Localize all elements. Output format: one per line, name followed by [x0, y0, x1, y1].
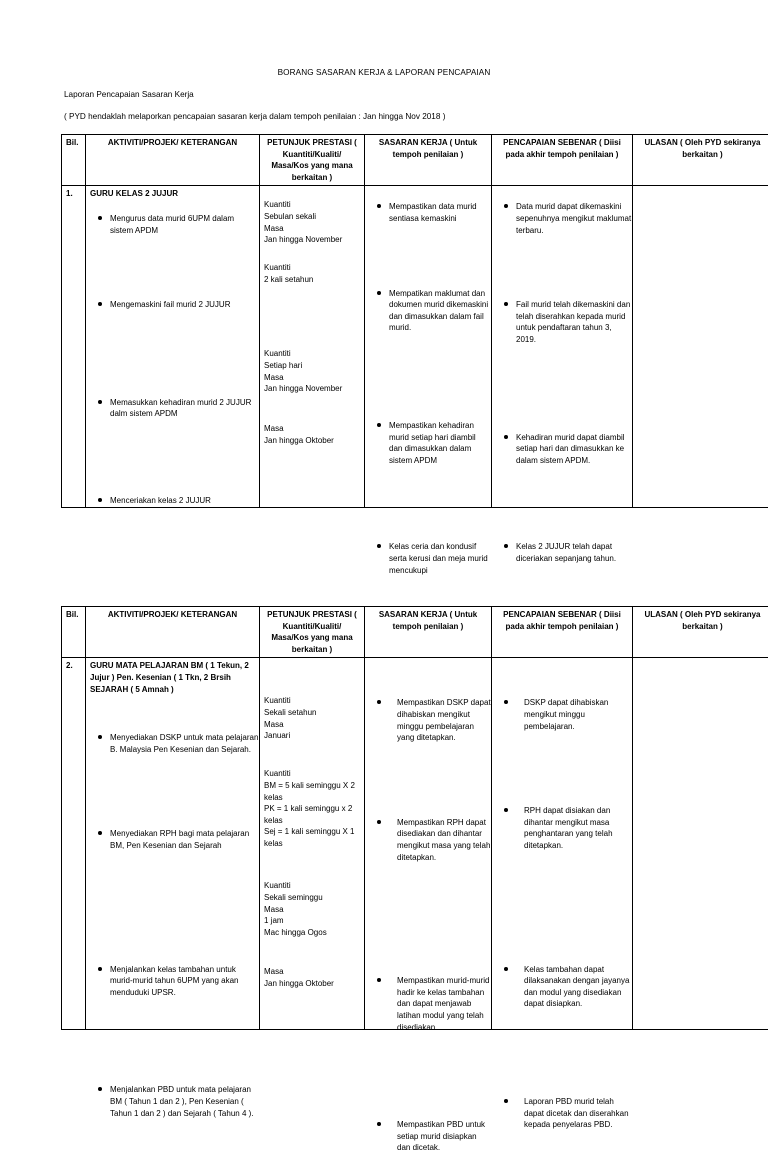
col-header-bil: Bil. — [62, 607, 86, 658]
petunjuk-line: Jan hingga Oktober — [264, 435, 361, 447]
petunjuk-item — [264, 880, 361, 938]
petunjuk-line: Masa — [264, 372, 361, 384]
petunjuk-line: Setiap hari — [264, 360, 361, 372]
petunjuk-cell — [260, 186, 365, 508]
sasaran-item: Mempastikan murid-murid hadir ke kelas tambahan dan dapat menjawab latihan modul yang telah disediakan. — [373, 975, 491, 1033]
petunjuk-line: PK = 1 kali seminggu x 2 kelas — [264, 803, 361, 826]
petunjuk-line: Kuantiti — [264, 768, 361, 780]
pencapaian-item: Kehadiran murid dapat diambil setiap hari dan dimasukkan ke dalam sistem APDM. — [500, 432, 632, 467]
bil-value: 1. — [66, 189, 73, 198]
petunjuk-item — [264, 695, 361, 741]
col-header-aktiviti: AKTIVITI/PROJEK/ KETERANGAN — [86, 607, 260, 658]
pencapaian-item: Fail murid telah dikemaskini dan telah diserahkan kepada murid untuk pendaftaran tahun 3, 2019. — [500, 299, 632, 345]
row-number — [62, 658, 86, 1030]
col-header-pencapaian: PENCAPAIAN SEBENAR ( Diisi pada akhir tempoh penilaian ) — [492, 607, 633, 658]
pencapaian-item: RPH dapat disiakan dan dihantar mengikut masa penghantaran yang telah ditetapkan. — [500, 805, 632, 851]
pencapaian-cell — [492, 658, 633, 1030]
sasaran-item: Mempastikan DSKP dapat dihabiskan mengikut minggu pembelajaran yang ditetapkan. — [373, 697, 491, 743]
table-header-row — [62, 607, 768, 658]
section-heading: GURU KELAS 2 JUJUR — [90, 188, 255, 200]
petunjuk-line: Kuantiti — [264, 199, 361, 211]
col-header-petunjuk: PETUNJUK PRESTASI ( Kuantiti/Kualiti/ Masa/Kos yang mana berkaitan ) — [260, 607, 365, 658]
petunjuk-line: Masa — [264, 719, 361, 731]
petunjuk-item — [264, 966, 361, 989]
petunjuk-line: Sej = 1 kali seminggu X 1 kelas — [264, 826, 361, 849]
petunjuk-line: Kuantiti — [264, 348, 361, 360]
table-section-2 — [61, 606, 768, 1030]
petunjuk-line: Masa — [264, 223, 361, 235]
petunjuk-line: 1 jam — [264, 915, 361, 927]
col-header-ulasan: ULASAN ( Oleh PYD sekiranya berkaitan ) — [633, 135, 768, 186]
aktiviti-item: Memasukkan kehadiran murid 2 JUJUR dalm sistem APDM — [94, 397, 259, 420]
form-title: BORANG SASARAN KERJA & LAPORAN PENCAPAIAN — [0, 67, 768, 79]
table-header-row — [62, 135, 768, 186]
sasaran-item: Mempastikan data murid sentiasa kemaskini — [373, 201, 491, 224]
petunjuk-line: Masa — [264, 423, 361, 435]
aktiviti-item: Menceriakan kelas 2 JUJUR — [94, 495, 259, 507]
aktiviti-item: Mengemaskini fail murid 2 JUJUR — [94, 299, 259, 311]
petunjuk-line: 2 kali setahun — [264, 274, 361, 286]
aktiviti-cell — [86, 186, 260, 508]
ulasan-cell — [633, 186, 768, 508]
col-header-ulasan: ULASAN ( Oleh PYD sekiranya berkaitan ) — [633, 607, 768, 658]
bil-value: 2. — [66, 661, 73, 670]
pencapaian-item: Laporan PBD murid telah dapat dicetak dan diserahkan kepada penyelaras PBD. — [500, 1096, 632, 1131]
aktiviti-item: Menjalankan PBD untuk mata pelajaran BM ( Tahun 1 dan 2 ), Pen Kesenian ( Tahun 1 dan 2 ) dan Sejarah ( Tahun 4 ). — [94, 1084, 259, 1119]
aktiviti-cell — [86, 658, 260, 1030]
petunjuk-item — [264, 348, 361, 394]
petunjuk-cell — [260, 658, 365, 1030]
aktiviti-item: Menyediakan DSKP untuk mata pelajaran B. Malaysia Pen Kesenian dan Sejarah. — [94, 732, 259, 755]
aktiviti-item: Menyediakan RPH bagi mata pelajaran BM, Pen Kesenian dan Sejarah — [94, 828, 259, 851]
petunjuk-line: Jan hingga November — [264, 234, 361, 246]
petunjuk-line: Sekali seminggu — [264, 892, 361, 904]
sasaran-cell — [365, 186, 492, 508]
aktiviti-item: Mengurus data murid 6UPM dalam sistem APDM — [94, 213, 259, 236]
sasaran-item: Mempastikan PBD untuk setiap murid disiapkan dan dicetak. — [373, 1119, 491, 1154]
col-header-petunjuk: PETUNJUK PRESTASI ( Kuantiti/Kualiti/ Masa/Kos yang mana berkaitan ) — [260, 135, 365, 186]
col-header-aktiviti: AKTIVITI/PROJEK/ KETERANGAN — [86, 135, 260, 186]
petunjuk-line: Masa — [264, 966, 361, 978]
petunjuk-line: Jan hingga Oktober — [264, 978, 361, 990]
form-subtitle: Laporan Pencapaian Sasaran Kerja — [64, 89, 194, 101]
table-row — [62, 186, 768, 508]
aktiviti-item: Menjalankan kelas tambahan untuk murid-murid tahun 6UPM yang akan menduduki UPSR. — [94, 964, 259, 999]
col-header-sasaran: SASARAN KERJA ( Untuk tempoh penilaian ) — [365, 607, 492, 658]
petunjuk-line: Sekali setahun — [264, 707, 361, 719]
sasaran-item: Mempastikan RPH dapat disediakan dan dihantar mengikut masa yang telah ditetapkan. — [373, 817, 491, 863]
ulasan-cell — [633, 658, 768, 1030]
petunjuk-line: BM = 5 kali seminggu X 2 kelas — [264, 780, 361, 803]
sasaran-item: Mempatikan maklumat dan dokumen murid dikemaskini dan dimasukkan dalam fail murid. — [373, 288, 491, 334]
table-section-1 — [61, 134, 768, 508]
sasaran-cell — [365, 658, 492, 1030]
petunjuk-line: Sebulan sekali — [264, 211, 361, 223]
petunjuk-line: Kuantiti — [264, 695, 361, 707]
petunjuk-line: Kuantiti — [264, 262, 361, 274]
petunjuk-item — [264, 262, 361, 285]
pencapaian-item: DSKP dapat dihabiskan mengikut minggu pembelajaran. — [500, 697, 632, 732]
sasaran-item: Mempastikan kehadiran murid setiap hari diambil dan dimasukkan dalam sistem APDM — [373, 420, 491, 466]
col-header-pencapaian: PENCAPAIAN SEBENAR ( Diisi pada akhir tempoh penilaian ) — [492, 135, 633, 186]
petunjuk-line: Mac hingga Ogos — [264, 927, 361, 939]
petunjuk-item — [264, 423, 361, 446]
petunjuk-line: Januari — [264, 730, 361, 742]
section-heading: GURU MATA PELAJARAN BM ( 1 Tekun, 2 Jujur ) Pen. Kesenian ( 1 Tkn, 2 Brsih SEJARAH ( 5 Amnah ) — [90, 660, 255, 695]
table-row — [62, 658, 768, 1030]
pencapaian-cell — [492, 186, 633, 508]
pencapaian-item: Data murid dapat dikemaskini sepenuhnya mengikut maklumat terbaru. — [500, 201, 632, 236]
petunjuk-item — [264, 768, 361, 849]
pencapaian-item: Kelas tambahan dapat dilaksanakan dengan jayanya dan modul yang disediakan dapat disiapkan. — [500, 964, 632, 1010]
petunjuk-item — [264, 199, 361, 245]
petunjuk-line: Masa — [264, 904, 361, 916]
petunjuk-line: Kuantiti — [264, 880, 361, 892]
sasaran-item: Kelas ceria dan kondusif serta kerusi dan meja murid mencukupi — [373, 541, 491, 576]
petunjuk-line: Jan hingga November — [264, 383, 361, 395]
row-number — [62, 186, 86, 508]
col-header-bil: Bil. — [62, 135, 86, 186]
pencapaian-item: Kelas 2 JUJUR telah dapat diceriakan sepanjang tahun. — [500, 541, 632, 564]
form-note: ( PYD hendaklah melaporkan pencapaian sasaran kerja dalam tempoh penilaian : Jan hingga Nov 2018 ) — [64, 111, 445, 123]
col-header-sasaran: SASARAN KERJA ( Untuk tempoh penilaian ) — [365, 135, 492, 186]
